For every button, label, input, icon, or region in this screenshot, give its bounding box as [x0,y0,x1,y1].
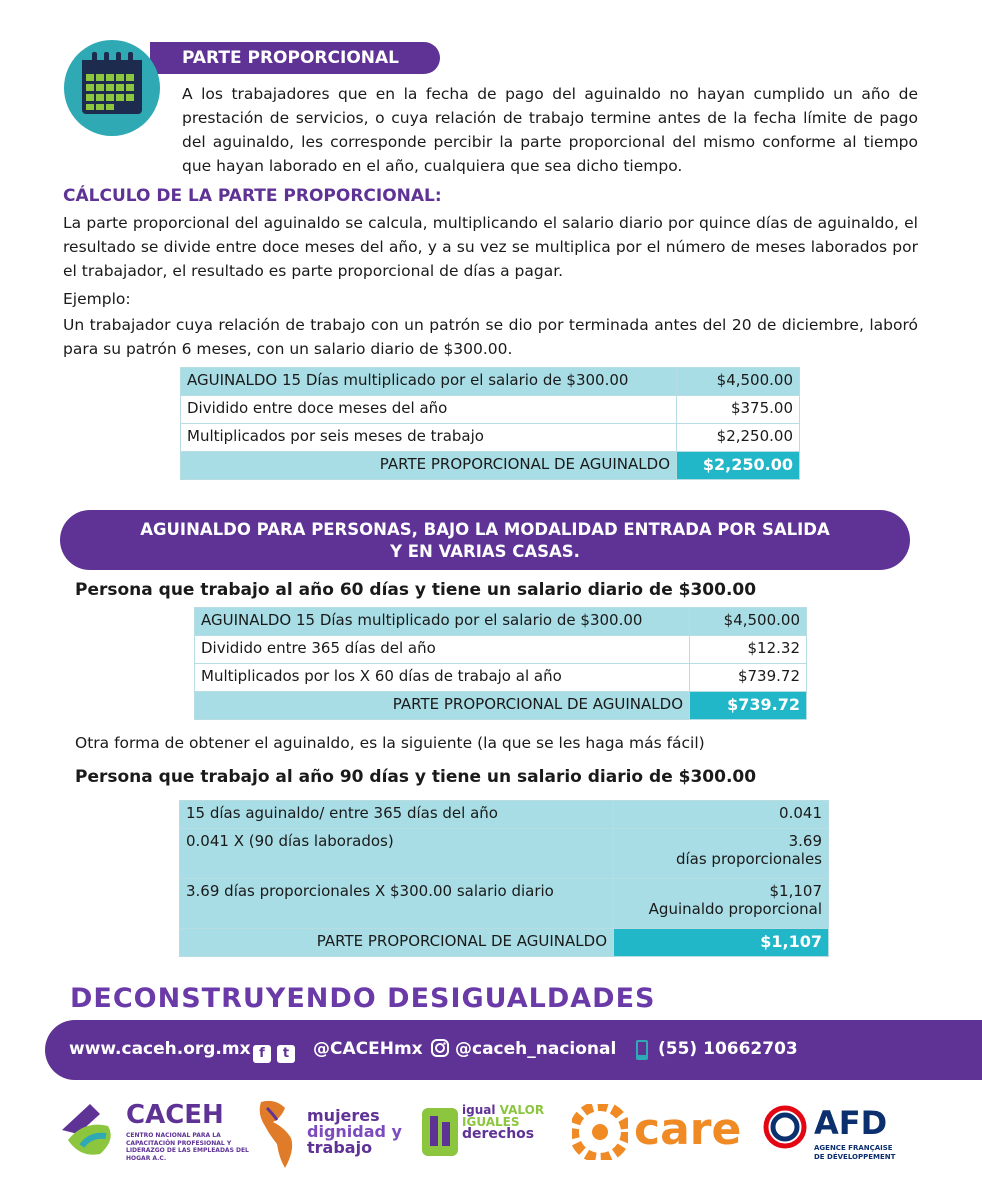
igual-text: igual [462,1103,496,1117]
intro-paragraph: A los trabajadores que en la fecha de pago del aguinaldo no hayan cumplido un año de prestación de servicios, o cuya relación de trabajo termine antes de la fecha límite de pago del aguinaldo, les corresponde percibir la parte proporcional del mismo conforme al tiempo que hayan laborado en el año, cualquiera que sea dicho tiempo. [182,85,918,175]
banner-line-2: Y EN VARIAS CASAS. [390,542,580,561]
total-amount: $2,250.00 [677,452,800,480]
partner-logos [0,1090,982,1200]
valor-text: VALOR [499,1103,545,1117]
row-label: 15 días aguinaldo/ entre 365 días del año [180,801,614,829]
total-label: PARTE PROPORCIONAL DE AGUINALDO [195,692,690,720]
row-label: 3.69 días proporcionales X $300.00 salario diario [180,879,614,929]
table-row [195,608,807,636]
row-amount-cell [614,879,829,929]
total-label: PARTE PROPORCIONAL DE AGUINALDO [181,452,677,480]
afd-sub-1: AGENCE FRANÇAISE [814,1144,893,1152]
care-logo [572,1104,752,1164]
americas-map-icon [255,1098,315,1170]
example-60-heading: Persona que trabajo al año 60 días y tiene un salario diario de $300.00 [75,580,757,600]
row-note: días proporcionales [675,850,822,868]
slogan: DECONSTRUYENDO DESIGUALDADES [70,983,656,1014]
row-amount: $12.32 [690,636,807,664]
social-handle[interactable]: @CACEHmx [313,1039,423,1059]
table-row [180,801,829,829]
row-label: 0.041 X (90 días laborados) [180,829,614,879]
phone-number[interactable]: (55) 10662703 [658,1039,798,1059]
table-row [181,396,800,424]
row-label: Multiplicados por los X 60 días de trabajo al año [195,664,690,692]
afd-sub-2: DE DÉVELOPPEMENT [814,1153,896,1161]
table-row [181,424,800,452]
calculation-paragraph: La parte proporcional del aguinaldo se calcula, multiplicando el salario diario por quince días de aguinaldo, el resultado se divide entre doce meses del año, y a su vez se multiplica por el número de meses laborados por el trabajador, el resultado es parte proporcional de días a pagar. [63,214,918,280]
instagram-icon[interactable] [431,1039,449,1062]
row-amount: $739.72 [690,664,807,692]
other-way-text: Otra forma de obtener el aguinaldo, es la siguiente (la que se les haga más fácil) [75,734,705,752]
social-icons [253,1039,295,1063]
website-link[interactable]: www.caceh.org.mx [69,1039,251,1059]
igual-valor-emblem-icon [420,1102,460,1158]
section-heading-parte-proporcional: PARTE PROPORCIONAL [150,42,440,74]
caceh-logo [60,1100,250,1180]
caceh-name: CACEH [126,1100,224,1130]
example-paragraph: Un trabajador cuya relación de trabajo con un patrón se dio por terminada antes del 20 de diciembre, laboró para su patrón 6 meses, con un salario diario de $300.00. [63,316,918,358]
table-row [180,829,829,879]
banner-line-1: AGUINALDO PARA PERSONAS, BAJO LA MODALIDAD ENTRADA POR SALIDA [140,520,830,539]
example-90-heading: Persona que trabajo al año 90 días y tiene un salario diario de $300.00 [75,767,757,787]
table-row [180,879,829,929]
row-amount: $1,107 [769,882,822,900]
example-60-table [194,607,807,720]
mujeres-line-3: trabajo [307,1138,373,1157]
row-amount: 0.041 [614,801,829,829]
row-amount: $4,500.00 [690,608,807,636]
table-row [195,664,807,692]
mujeres-logo [255,1098,405,1178]
proportional-calc-table [180,367,800,480]
row-label: Dividido entre doce meses del año [181,396,677,424]
mujeres-line-2: dignidad y [307,1122,402,1141]
row-amount: $375.00 [677,396,800,424]
care-emblem-icon [572,1104,628,1160]
total-label: PARTE PROPORCIONAL DE AGUINALDO [180,929,614,957]
row-label: AGUINALDO 15 Días multiplicado por el salario de $300.00 [195,608,690,636]
table-row [195,636,807,664]
caceh-emblem-icon [60,1100,124,1160]
row-label: Multiplicados por seis meses de trabajo [181,424,677,452]
example-label: Ejemplo: [63,290,131,308]
calculation-heading: CÁLCULO DE LA PARTE PROPORCIONAL: [63,186,442,206]
row-amount: $2,250.00 [677,424,800,452]
derechos-text: derechos [462,1126,535,1142]
facebook-icon[interactable]: f [253,1045,271,1063]
row-amount-cell [614,829,829,879]
afd-logo [762,1104,962,1174]
total-amount: $739.72 [690,692,807,720]
twitter-icon[interactable]: t [277,1045,295,1063]
example-90-table [179,800,829,957]
contact-bar [45,1020,982,1080]
total-row [195,692,807,720]
row-note: Aguinaldo proporcional [648,900,822,918]
row-label: Dividido entre 365 días del año [195,636,690,664]
afd-name: AFD [814,1104,888,1142]
total-row [181,452,800,480]
row-amount: $4,500.00 [677,368,800,396]
section-banner [60,510,910,570]
care-name: care [634,1104,742,1155]
igual-valor-logo [420,1102,550,1172]
row-label: AGUINALDO 15 Días multiplicado por el salario de $300.00 [181,368,677,396]
afd-emblem-icon [762,1104,808,1150]
instagram-handle[interactable]: @caceh_nacional [455,1039,617,1059]
caceh-subtitle: CENTRO NACIONAL PARA LA CAPACITACIÓN PROFESIONAL Y LIDERAZGO DE LAS EMPLEADAS DEL HOGAR A.C. [126,1132,249,1162]
total-amount: $1,107 [614,929,829,957]
total-row [180,929,829,957]
row-amount: 3.69 [788,832,822,850]
iguales-text: IGUALES [462,1115,520,1129]
calendar-icon [64,40,160,136]
table-row [181,368,800,396]
phone-icon [635,1039,649,1066]
mujeres-line-1: mujeres [307,1106,380,1125]
